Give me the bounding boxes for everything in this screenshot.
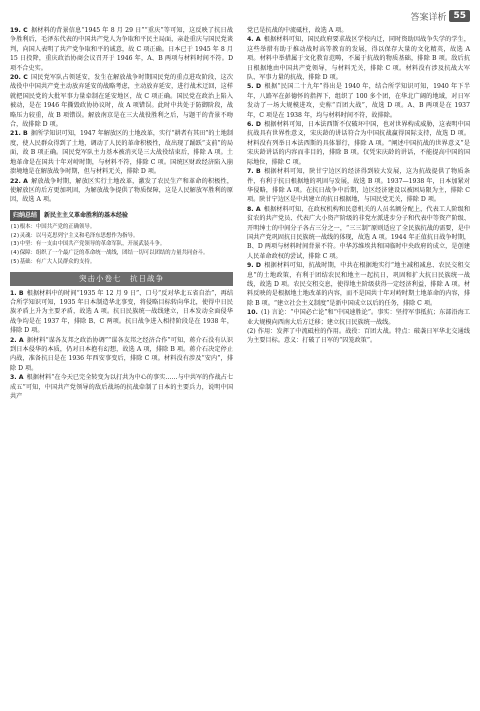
page-header	[410, 8, 470, 24]
summary-tag: 归纳总结	[10, 210, 40, 221]
answer-text: 根据材料可知，抗战时期，中共在根据地实行“地主减租减息、农民交租交息”的土地政策，有利于团结农民和地主一起抗日，巩固和扩大抗日民族统一战线，故选 D 项。农民交租交息，使得地主阶级获得一定经济利益，排除 A 项。材料反映的是根据地土地改革的内容，而不是国共十年对峙时期土地革命的内容，排除 B 项。“建立社会主义制度”是新中国成立以后的任务，排除 C 项。	[247, 262, 470, 307]
answer-text: 根据材料可知，陕甘宁边区的经济得到较大发展，这为抗战提供了物质条件，有利于抗日根据地的巩固与发展，故选 B 项。1937—1938 年，日本加紧对华侵略，排除 A 项。在抗日战争中后期，边区经济建设以被困局限为主，排除 C 项。陕甘宁边区是中共建立的抗日根据地，与国民党无关，排除 D 项。	[247, 168, 470, 204]
section-title-bar: 突击小卷七 抗日战争	[10, 272, 233, 285]
question-number: 6. D	[247, 121, 261, 129]
question-number: 22. A	[10, 177, 28, 185]
answer-text: 根据材料可知，在政权机构和民意机关的人员名额分配上，代表工人阶级和贫农的共产党员、代表广大小资产阶级的非党左派进步分子和代表中等资产阶级、开明绅士的中间分子各占三分之一，“三三制”原则适应了全民族抗战的需要，是中国共产党巩固抗日民族统一战线的体现，故选 A 项。1944 年正值抗日战争时期，B、D 两项与材料时间背景不符。中华苏维埃共和国临时中央政府的成立，是创建人民革命政权的尝试，排除 C 项。	[247, 205, 470, 260]
question-number: 9. D	[247, 262, 262, 270]
answer-text: 根据材料“在今天已完全转变为以打共为中心的事实……与中共军的作战占七成五”可知，中国共产党领导的敌后战场的抗战牵制了日本的主要兵力，说明中国共产	[10, 374, 233, 400]
summary-item: (1)根本：中国共产党的正确领导。	[10, 224, 96, 231]
answer-paragraph	[10, 26, 233, 73]
question-number: 4. A	[247, 36, 261, 44]
answer-paragraph	[247, 205, 470, 261]
question-number: 3. A	[10, 374, 24, 382]
answer-text: 根据材料可知，国民政府要求战区学校内迁，同时资助因战争失学的学生，这些举措有助于推动战时高等教育的发展，得以保存大量的文化精英，故选 A 项。材料中举措属于文化教育范畴，不属于抗战的物质基础，排除 B 项。敌后抗日根据地由中国共产党领导，与材料无关，排除 C 项。材料没有涉及抗战大军队、军事力量的抗战，排除 D 项。	[247, 36, 470, 82]
question-number: 1. B	[10, 289, 24, 297]
question-number: 21. B	[10, 130, 28, 138]
answer-paragraph	[10, 129, 233, 176]
summary-box	[10, 208, 233, 268]
page-number-badge: 55	[449, 10, 470, 22]
answer-paragraph	[247, 35, 470, 82]
header-label: 答案详析	[410, 12, 447, 23]
answer-paragraph	[247, 308, 470, 327]
answer-paragraph	[10, 177, 233, 205]
question-number: 5. D	[247, 83, 262, 91]
summary-heading: 新民主主义革命胜利的基本经验	[44, 211, 129, 219]
answer-paragraph	[247, 26, 470, 35]
answer-text: 据材料的背景信息“1945 年 8 月 29 日”“重庆”等可知，这反映了抗日战争胜利后，毛泽东代表的中国共产党人为争取和平民主局面，亲赴重庆与国民党谈判，向国人表明了共产党争取和平的诚意，故 C 项正确。日本已于 1945 年 8 月 15 日投降，重庆政治协商会议召开于 1946 年，A、B 两项与材料时间不符。D 项不合史实。	[10, 27, 234, 72]
question-number: 7. B	[247, 168, 261, 176]
summary-item: (2)灵魂：以马克思列宁主义和毛泽东思想作为指导。	[10, 232, 139, 239]
question-number: 8. A	[247, 205, 261, 213]
answer-text: 根据“民国二十九年”得出是 1940 年，结合所学知识可知，1940 年下半年，八路军在彭德怀的指挥下，组织了 100 多个团，在华北广阔的地域，对日军发动了一场大规模进攻，史称“百团大战”，故选 D 项。A、B 两项是在 1937 年，C 项是在 1938 年，均与材料时间不符，故排除。	[247, 83, 470, 119]
answer-paragraph	[10, 373, 233, 401]
summary-item: (3)中坚：有一支由中国共产党领导的革命军队，开展武装斗争。	[10, 241, 166, 248]
summary-item: (4)保障：组织了一个最广泛的革命统一战线，团结一切可以团结的力量共同奋斗。	[10, 249, 209, 256]
question-number: 19. C	[10, 27, 28, 34]
answer-text: (2) 作用：发挥了中流砥柱的作用。战役：百团大战。特点：破袭日军华北交通线为主要目标。意义：打破了日军的“囚笼政策”。	[247, 328, 470, 345]
left-column	[10, 26, 233, 401]
answer-text: (1) 言论：“中国必亡论”和“中国速胜论”。事实：坚持军事抵抗；东部沿海工业大规模向西南大后方迁移；建立抗日民族统一战线。	[247, 309, 470, 326]
answer-paragraph	[247, 261, 470, 308]
answer-text: 据材料“谋各友邦之政治协调”“谋各友邦之经济合作”可知，蒋介石没有认识到日本侵华的本质，仍对日本抱有幻想，故选 A 项，排除 B 项。蒋介石决定停止内战，准备抗日是在 1936 年西安事变后，排除 C 项。材料没有涉及“安内”，排除 D 项。	[10, 336, 234, 372]
answer-paragraph	[10, 289, 233, 336]
answer-paragraph	[247, 82, 470, 120]
answer-text: 根据材料可知，日本法西斯不仅破坏中国，也对世界构成威胁，这表明中国抗战具有世界性意义，宋庆龄的讲话符合为中国抗战赢得国际支持，故选 D 项。材料没有列举日本法西斯的具体罪行，排除 A 项。“阐述中国抗战的世界意义”是宋庆龄讲话的内容而非目的，排除 B 项。仅凭宋庆龄的讲话，不能提高中国的国际地位，排除 C 项。	[247, 121, 470, 166]
right-column	[247, 26, 470, 346]
summary-item: (5)基础：有广大人民群众的支持。	[10, 258, 96, 265]
question-number: 10.	[247, 309, 258, 317]
answer-text: 国民党军队占领延安，发生在解放战争时期国民党的重点进攻阶段，这次战役中中国共产党主动放弃延安的战略考虑，主动放弃延安，进行战术迂回，这样就把国民党的大批军事力量牵制在延安地区，故 C 项正确。国民党在政治上陷入被动，是在 1946 年撕毁政协协议时，故 A 项错误。此时中共处于防御阶段，战略压力较重，故 B 项错误。解放南京是在三大战役胜利之后，与题干的背景不吻合，故排除 D 项。	[10, 74, 233, 129]
answer-text: 解放战争时期，解放区实行土地改革，激发了农民生产和革命的积极性，使解放区的后方更加巩固，为解放战争提供了物质保障，这是人民解放军胜利的原因，故选 A 项。	[10, 177, 233, 204]
answer-text: 根据材料中的时间“1935 年 12 月 9 日”、口号“反对华北五省自治”，再结合所学知识可知，1935 年日本制造华北事变，将侵略目标转向华北，使得中日民族矛盾上升为主要矛盾，故选 A 项。抗日民族统一战线建立，日本发动全面侵华战争均是在 1937 年，排除 B、C 两项。抗日战争进入相持阶段是在 1938 年，排除 D 项。	[10, 289, 233, 335]
answer-text: 党已是抗战的中流砥柱，故选 A 项。	[247, 27, 348, 34]
answer-paragraph	[10, 336, 233, 374]
answer-text: 据所学知识可知，1947 年解放区的土地改革，实行“耕者有其田”的土地制度，使人民群众得到了土地，调动了人民的革命积极性，故出现了踊跃“支前”的局面，故 B 项正确。国民党军队主力基本被消灭是三大战役结束后，排除 A 项。土地革命是在国共十年对峙时期，与材料不符，排除 C 项。国统区财政经济陷入崩溃境地是在解放战争时期，但与材料无关，排除 D 项。	[10, 130, 233, 176]
answer-paragraph	[247, 120, 470, 167]
question-number: 2. A	[10, 336, 24, 344]
answer-paragraph	[10, 73, 233, 129]
answer-paragraph	[247, 327, 470, 346]
answer-paragraph	[247, 167, 470, 205]
question-number: 20. C	[10, 74, 28, 82]
